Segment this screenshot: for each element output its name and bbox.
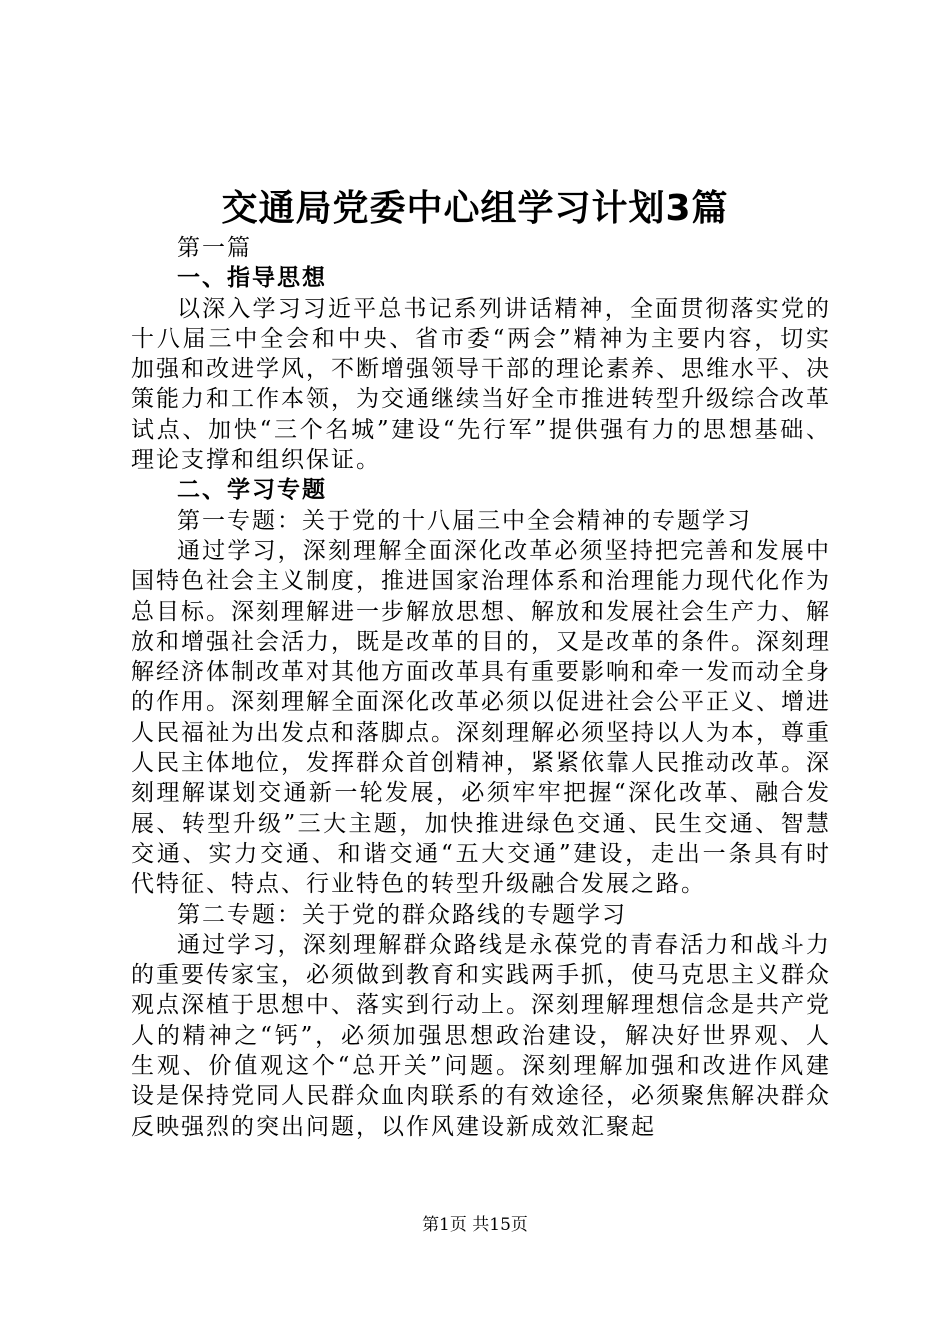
heading-guiding-thought: 一、指导思想 (177, 265, 327, 292)
paragraph-topic-two: 通过学习，深刻理解群众路线是永葆党的青春活力和战斗力的重要传家宝，必须做到教育和实践两手抓，使马克思主义群众观点深植于思想中、落实到行动上。深刻理解理想信念是共产党人的精神之“钙”，必须加强思想政治建设，解决好世界观、人生观、价值观这个“总开关”问题。深刻理解加强和改进作风建设是保持党同人民群众血肉联系的有效途径，必须聚焦解决群众反映强烈的突出问题，以作风建设新成效汇聚起 (131, 931, 831, 1140)
topic-two-label: 第二专题：关于党的群众路线的专题学习 (177, 901, 627, 928)
paragraph-guiding-thought: 以深入学习习近平总书记系列讲话精神，全面贯彻落实党的十八届三中全会和中央、省市委“两会”精神为主要内容，切实加强和改进学风，不断增强领导干部的理论素养、思维水平、决策能力和工作本领，为交通继续当好全市推进转型升级综合改革试点、加快“三个名城”建设“先行军”提供强有力的思想基础、理论支撑和组织保证。 (131, 295, 831, 474)
document-body (131, 233, 831, 1142)
paragraph-topic-one: 通过学习，深刻理解全面深化改革必须坚持把完善和发展中国特色社会主义制度，推进国家治理体系和治理能力现代化作为总目标。深刻理解进一步解放思想、解放和发展社会生产力、解放和增强社会活力，既是改革的目的，又是改革的条件。深刻理解经济体制改革对其他方面改革具有重要影响和牵一发而动全身的作用。深刻理解全面深化改革必须以促进社会公平正义、增进人民福祉为出发点和落脚点。深刻理解必须坚持以人为本，尊重人民主体地位，发挥群众首创精神，紧紧依靠人民推动改革。深刻理解谋划交通新一轮发展，必须牢牢把握“深化改革、融合发展、转型升级”三大主题，加快推进绿色交通、民生交通、智慧交通、实力交通、和谐交通“五大交通”建设，走出一条具有时代特征、特点、行业特色的转型升级融合发展之路。 (131, 537, 831, 898)
section-label-part-one: 第一篇 (177, 235, 252, 261)
topic-one-label: 第一专题：关于党的十八届三中全会精神的专题学习 (177, 507, 752, 534)
document-title: 交通局党委中心组学习计划3篇 (221, 188, 729, 229)
page-footer: 第1页 共15页 (422, 1215, 528, 1235)
heading-study-topics: 二、学习专题 (177, 477, 327, 504)
